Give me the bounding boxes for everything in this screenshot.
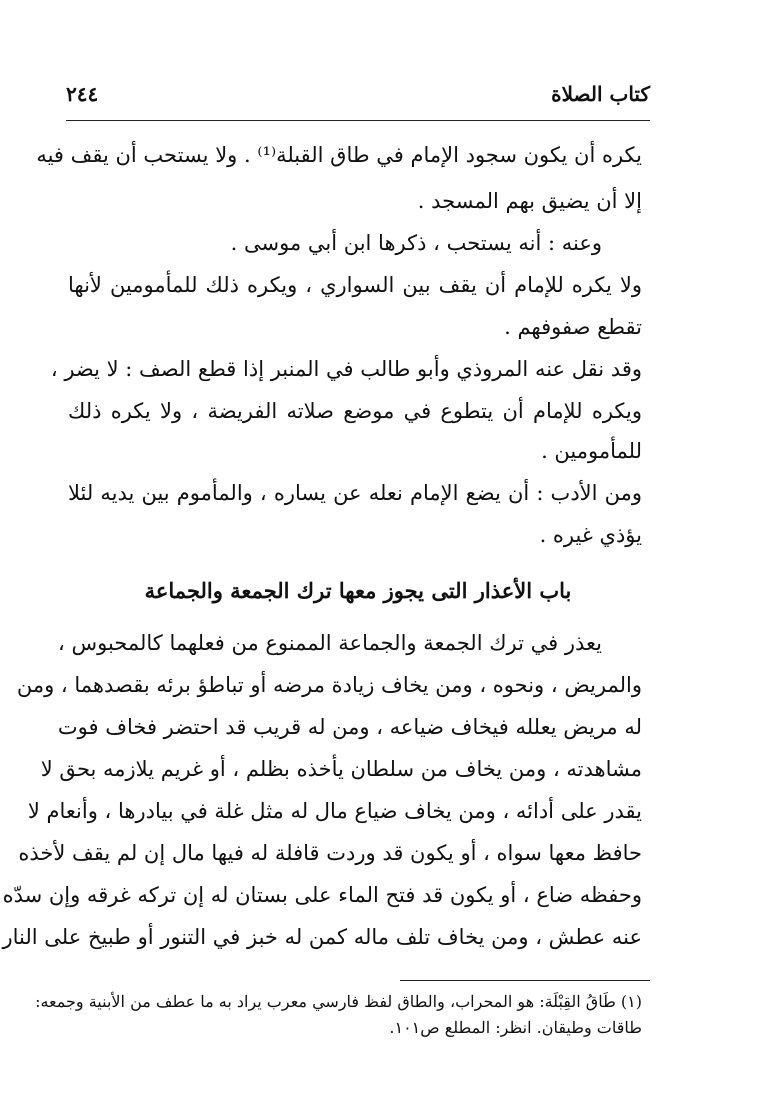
text-line: يكره أن يكون سجود الإمام في طاق القبلة⁽¹⁾ . ولا يستحب أن يقف فيه: [36, 143, 642, 167]
text-line: حافظ معها سواه ، أو يكون قد وردت قافلة له فيها مال إن لم يقف لأخذه: [18, 841, 642, 865]
text-line: مشاهدته ، ومن يخاف من سلطان يأخذه بظلم ، أو غريم يلازمه بحق لا: [40, 757, 642, 781]
text-line: وعنه : أنه يستحب ، ذكرها ابن أبي موسى .: [230, 231, 602, 255]
text-line: للمأمومين .: [541, 439, 642, 463]
text-line: إلا أن يضيق بهم المسجد .: [417, 189, 642, 213]
text-line: وقد نقل عنه المروذي وأبو طالب في المنبر إذا قطع الصف : لا يضر ،: [50, 357, 642, 381]
text-line: تقطع صفوفهم .: [504, 315, 642, 339]
book-title: كتاب الصلاة: [551, 82, 650, 106]
section-heading: باب الأعذار التى يجوز معها ترك الجمعة والجماعة: [144, 578, 572, 603]
page-number: ٢٤٤: [66, 82, 99, 106]
text-line: ومن الأدب : أن يضع الإمام نعله عن يساره ، والمأموم بين يديه لئلا: [68, 481, 642, 505]
text-line: يعذر في ترك الجمعة والجماعة الممنوع من فعلهما كالمحبوس ،: [58, 631, 602, 655]
text-line: ولا يكره للإمام أن يقف بين السواري ، ويكره ذلك للمأمومين لأنها: [68, 273, 642, 297]
text-line: عنه عطش ، ومن يخاف تلف ماله كمن له خبز في التنور أو طبيخ على النار: [2, 925, 642, 949]
text-line: يقدر على أدائه ، ومن يخاف ضياع مال له مثل غلة في بيادرها ، وأنعام لا: [27, 799, 642, 823]
text-line: والمريض ، ونحوه ، ومن يخاف زيادة مرضه أو تباطؤ برئه بقصدهما ، ومن: [16, 673, 642, 697]
footnote-line: طاقات وطيقان. انظر: المطلع ص١٠١.: [389, 1018, 642, 1037]
text-line: ويكره للإمام أن يتطوع في موضع صلاته الفريضة ، ولا يكره ذلك: [68, 399, 642, 423]
text-line: يؤذي غيره .: [539, 523, 642, 547]
header-divider: [66, 120, 650, 121]
footnote-line: (١) طَاقُ القِبْلَة: هو المحراب، والطاق لفظ فارسي معرب يراد به ما عطف من الأبنية وجمعه:: [35, 992, 642, 1011]
footnote-divider: [400, 980, 650, 981]
running-header: [66, 78, 650, 114]
text-line: له مريض يعلله فيخاف ضياعه ، ومن له قريب قد احتضر فخاف فوت: [57, 715, 642, 739]
text-line: وحفظه ضاع ، أو يكون قد فتح الماء على بستان له إن تركه غرقه وإن سدّه: [2, 883, 642, 907]
